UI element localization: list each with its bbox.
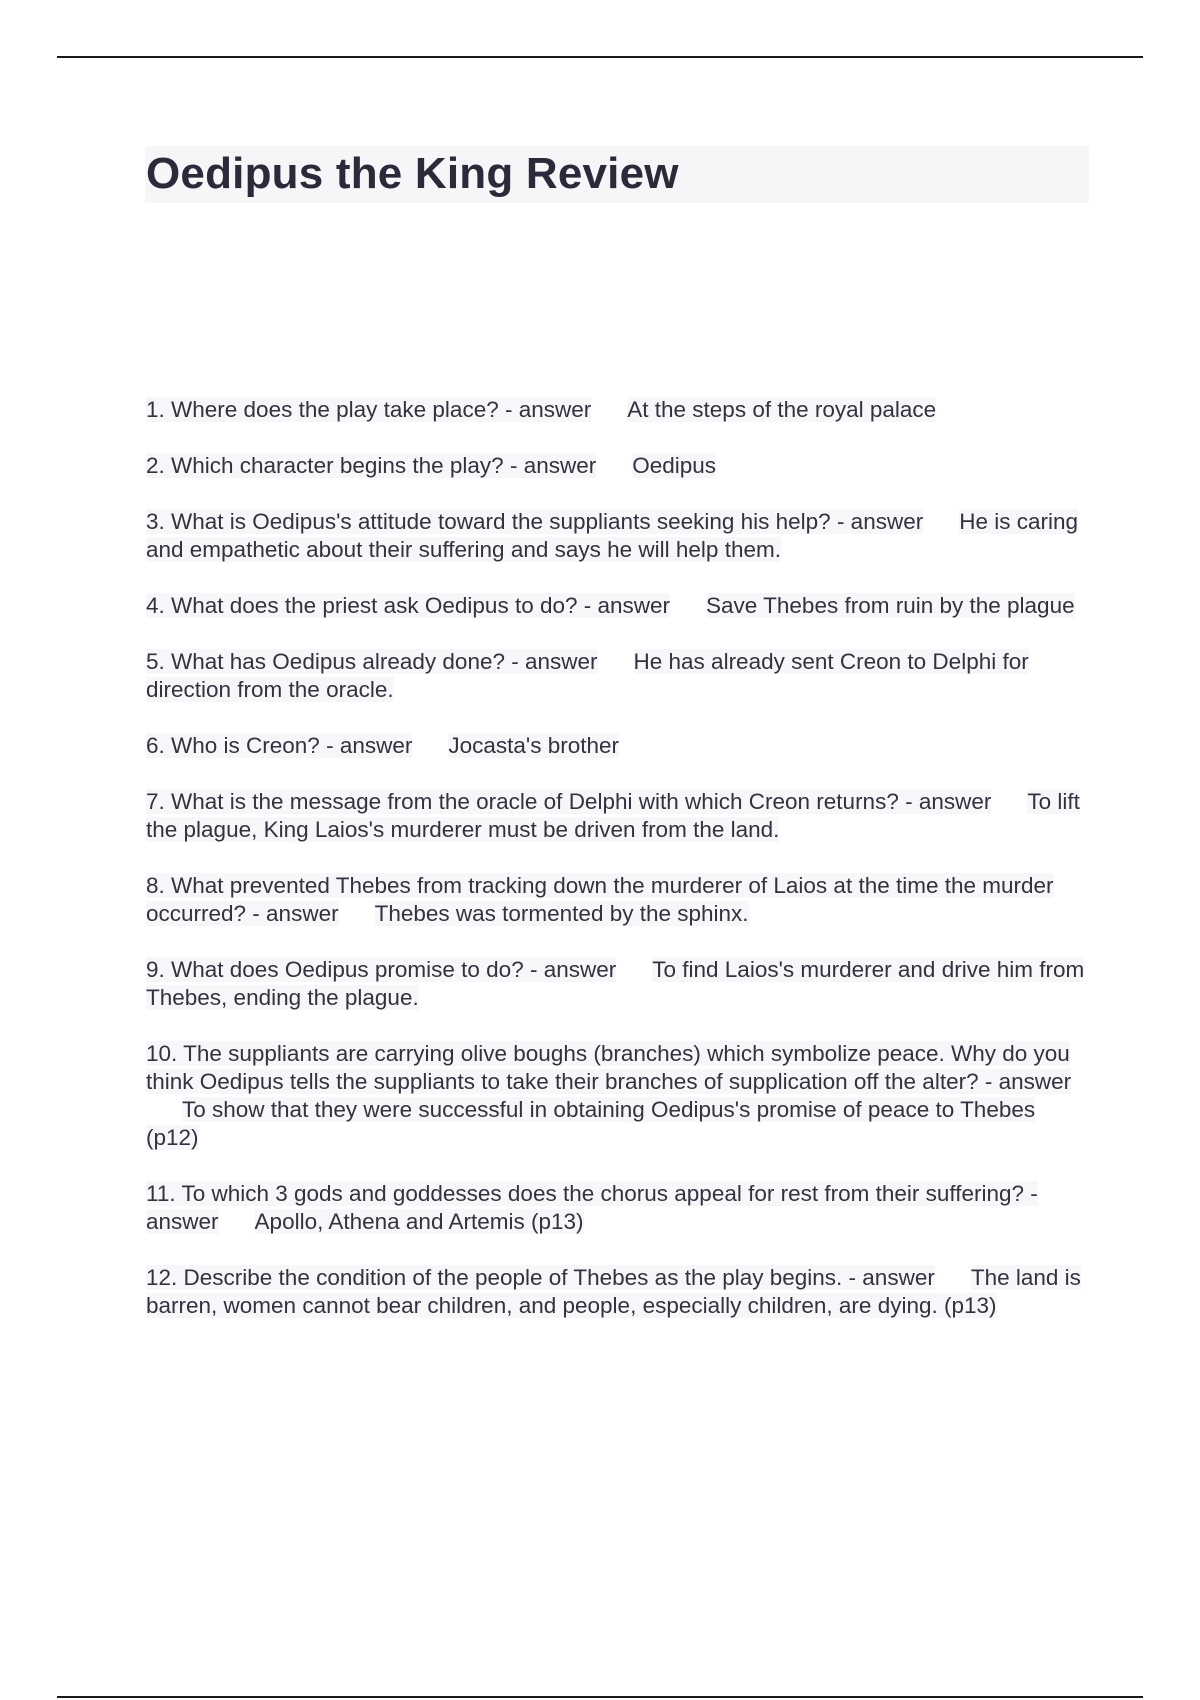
answer-text: Jocasta's brother — [448, 733, 619, 758]
question-text: 1. Where does the play take place? - answer — [146, 397, 592, 422]
qa-item-11 — [146, 1180, 1086, 1236]
bottom-rule — [57, 1696, 1143, 1698]
answer-text: Oedipus — [632, 453, 717, 478]
answer-text: At the steps of the royal palace — [627, 397, 937, 422]
question-text: 12. Describe the condition of the people of Thebes as the play begins. - answer — [146, 1265, 935, 1290]
qa-list — [146, 396, 1086, 1348]
page-title: Oedipus the King Review — [146, 149, 679, 198]
qa-item-2 — [146, 452, 1086, 480]
answer-text: The land is barren, women cannot bear children, and people, especially children, are dying. (p13) — [146, 1265, 1081, 1318]
qa-item-4 — [146, 592, 1086, 620]
answer-text: Thebes was tormented by the sphinx. — [374, 901, 749, 926]
qa-item-8 — [146, 872, 1086, 928]
question-text: 6. Who is Creon? - answer — [146, 733, 413, 758]
qa-item-6 — [146, 732, 1086, 760]
qa-item-10 — [146, 1040, 1086, 1152]
answer-text: Save Thebes from ruin by the plague — [706, 593, 1075, 618]
question-text: 11. To which 3 gods and goddesses does the chorus appeal for rest from their suffering? - answer — [146, 1181, 1038, 1234]
top-rule — [57, 56, 1143, 58]
qa-item-7 — [146, 788, 1086, 844]
qa-item-1 — [146, 396, 1086, 424]
question-text: 2. Which character begins the play? - answer — [146, 453, 597, 478]
qa-item-12 — [146, 1264, 1086, 1320]
qa-item-3 — [146, 508, 1086, 564]
answer-text: To find Laios's murderer and drive him from Thebes, ending the plague. — [146, 957, 1085, 1010]
qa-item-9 — [146, 956, 1086, 1012]
answer-text: To show that they were successful in obtaining Oedipus's promise of peace to Thebes (p12) — [146, 1097, 1036, 1150]
answer-text: He is caring and empathetic about their suffering and says he will help them. — [146, 509, 1079, 562]
answer-text: Apollo, Athena and Artemis (p13) — [254, 1209, 584, 1234]
question-text: 7. What is the message from the oracle of Delphi with which Creon returns? - answer — [146, 789, 992, 814]
answer-text: He has already sent Creon to Delphi for direction from the oracle. — [146, 649, 1029, 702]
question-text: 8. What prevented Thebes from tracking down the murderer of Laios at the time the murder occurred? - answer — [146, 873, 1054, 926]
question-text: 4. What does the priest ask Oedipus to do? - answer — [146, 593, 671, 618]
question-text: 9. What does Oedipus promise to do? - answer — [146, 957, 617, 982]
question-text: 10. The suppliants are carrying olive boughs (branches) which symbolize peace. Why do you think Oedipus tells the suppliants to take their branches of supplication off the alter? - answer — [146, 1041, 1072, 1094]
question-text: 3. What is Oedipus's attitude toward the suppliants seeking his help? - answer — [146, 509, 924, 534]
qa-item-5 — [146, 648, 1086, 704]
question-text: 5. What has Oedipus already done? - answer — [146, 649, 598, 674]
answer-text: To lift the plague, King Laios's murderer must be driven from the land. — [146, 789, 1080, 842]
